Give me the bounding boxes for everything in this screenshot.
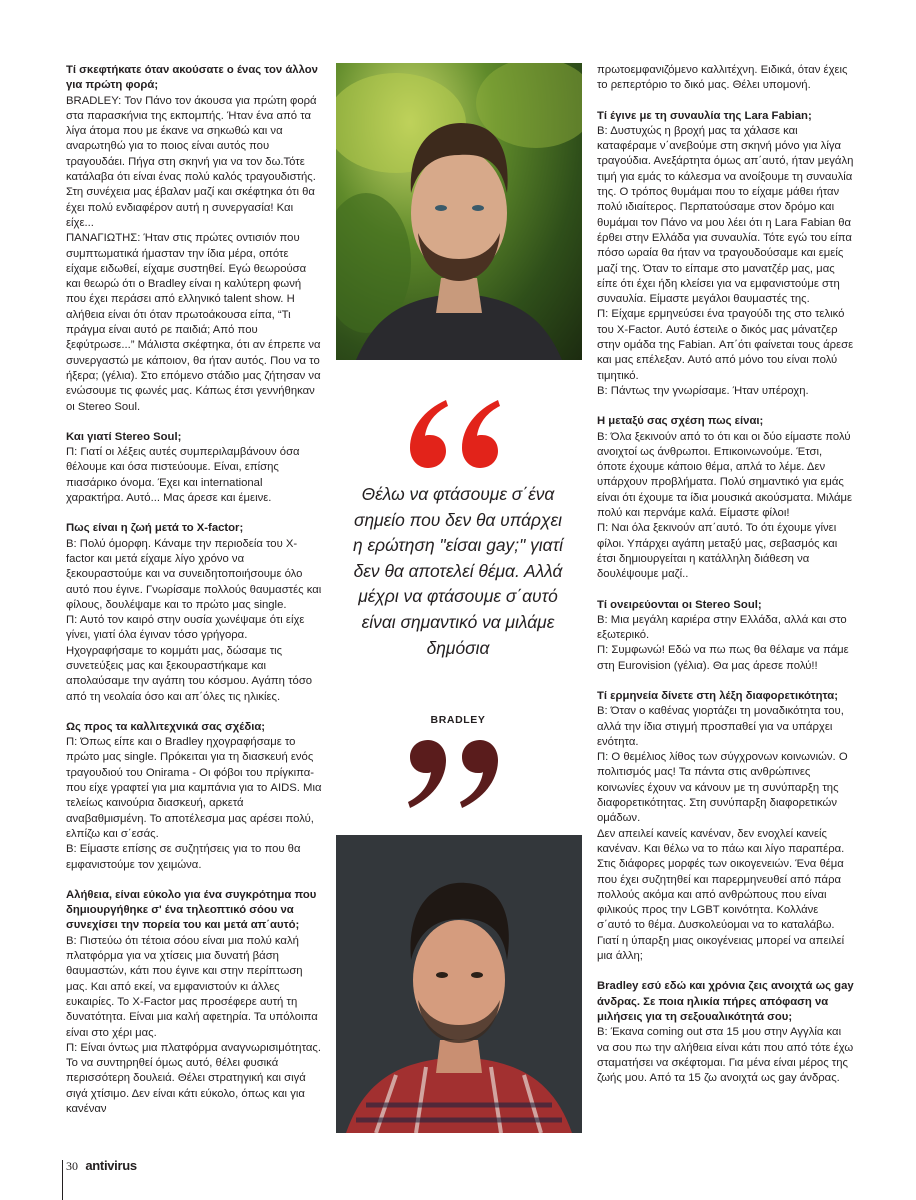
- interview-question: Τί σκεφτήκατε όταν ακούσατε ο ένας τον άλλον για πρώτη φορά;: [66, 64, 318, 92]
- portrait-photo-icon: [336, 835, 582, 1133]
- interview-question: Τί ονειρεύονται οι Stereo Soul;: [597, 598, 762, 611]
- paragraph-gap: [597, 399, 854, 414]
- footer-rule: [62, 1160, 63, 1200]
- magazine-logo: antivirus: [85, 1158, 137, 1173]
- interview-answer: Π: Ναι όλα ξεκινούν απ΄αυτό. Το ότι έχουμε γίνει φίλοι. Υπάρχει αγάπη μεταξύ μας, σεβασμός και έτσι δημιουργείται η κατάλληλη διάθεση να δουλέψουμε μαζί..: [597, 522, 838, 581]
- interview-answer: Π: Είχαμε ερμηνεύσει ένα τραγούδι της στο τελικό του X-Factor. Αυτό έστειλε ο δικός μας μάνατζερ στην ομάδα της Fabian. Απ΄ότι φαίνεται τους άρεσε και μας επέλεξαν. Αυτό από μόνο του είναι πολύ τιμητικό.: [597, 308, 854, 382]
- interview-answer: Δεν απειλεί κανείς κανέναν, δεν ενοχλεί κανείς κανέναν. Και θέλω να το πάω και λίγο παραπέρα. Στις διάφορες μορφές των οικογενειών. Ένα θέμα που έχει συζητηθεί και παρερμηνευθεί από πάρα πολλούς ακόμα και από ανθρώπους που είναι φιλικούς προς την LGBT κοινότητα. Κολλάνε σ΄αυτό το θέμα. Δυσκολεύομαι να το καταλάβω. Γιατί η ύπαρξη μιας οικογένειας μπορεί να απειλεί μια άλλη;: [597, 827, 845, 963]
- interview-answer: Β: Όταν ο καθένας γιορτάζει τη μοναδικότητα του, αλλά την ίδια στιγμή προσπαθεί για να υπάρχει ενότητα.: [597, 705, 844, 748]
- paragraph-gap: [66, 415, 322, 430]
- portrait-photo-icon: [336, 63, 582, 360]
- interview-answer: Π: Ο θεμέλιος λίθος των σύγχρονων κοινωνιών. Ο πολιτισμός μας! Τα πάντα στις ανθρώπινες κοινωνίες έχουν να κάνουν με τη συνύπαρξη της διαφορετικότητας. Στη συνύπαρξη διαφορετικών ομάδων.: [597, 751, 848, 825]
- interview-question: Bradley εσύ εδώ και χρόνια ζεις ανοιχτά ως gay άνδρας. Σε ποια ηλικία πήρες απόφαση να μιλήσεις για τη σεξουαλικότητά σου;: [597, 980, 854, 1023]
- article-column-right: [597, 63, 854, 1086]
- interview-question: Τί έγινε με τη συναυλία της Lara Fabian;: [597, 109, 812, 122]
- interview-answer: Β: Πάντως την γνωρίσαμε. Ήταν υπέροχη.: [597, 384, 809, 397]
- pull-quote-author: BRADLEY: [430, 714, 486, 726]
- page-number: 30: [66, 1159, 78, 1173]
- interview-question: Ως προς τα καλλιτεχνικά σας σχέδια;: [66, 720, 266, 733]
- interview-answer: Π: Είναι όντως μια πλατφόρμα αναγνωρισιμότητας. Το να συντηρηθεί όμως αυτό, θέλει φυσικά περισσότερη δουλειά. Θέλει στρατηγική και σιγά σιγά χτίσιμο. Δεν είναι κάτι εύκολο, όπως και για κανέναν: [66, 1041, 321, 1115]
- interview-question: Και γιατί Stereo Soul;: [66, 430, 182, 443]
- paragraph-gap: [597, 583, 854, 598]
- article-column-left: [66, 63, 322, 1117]
- interview-answer: Β: Πιστεύω ότι τέτοια σόου είναι μια πολύ καλή πλατφόρμα για να χτίσεις μια δυνατή βάση θαυμαστών, κάτι που έγινε και στην περίπτωση μας. Και από εκεί, να εμφανιστούν κι άλλες ευκαιρίες. Το X-Factor μας προσέφερε αυτή τη δυνατότητα. Είναι μια καλή αφετηρία. Τα υπόλοιπα είναι στο χέρι μας.: [66, 934, 318, 1039]
- interview-answer: Β: Έκανα coming out στα 15 μου στην Αγγλία και να σου πω την αλήθεια είναι κάτι που από τότε έχω σταματήσει να σκέφτομαι. Για μένα είναι μέρος της ζωής μου. Από τα 15 ζω ανοιχτά ως gay άνδρας.: [597, 1026, 854, 1085]
- interview-answer: Β: Είμαστε επίσης σε συζητήσεις για το που θα εμφανιστούμε τον χειμώνα.: [66, 843, 301, 871]
- interview-answer: Β: Όλα ξεκινούν από το ότι και οι δύο είμαστε πολύ ανοιχτοί ως άνθρωποι. Επικοινωνούμε. Έτσι, όποτε έχουμε κάποιο θέμα, απλά το λέμε. Δεν υπάρχουν προβλήματα. Πολύ σημαντικό για εμάς είναι ότι έχουμε τα ίδια μουσικά ακούσματα. Μιλάμε πολύ και περνάμε καλά. Είμαστε φίλοι!: [597, 430, 853, 520]
- interview-question: Τί ερμηνεία δίνετε στη λέξη διαφορετικότητα;: [597, 689, 838, 702]
- interview-answer: πρωτοεμφανιζόμενο καλλιτέχνη. Ειδικά, όταν έχεις το ρεπερτόριο το δικό μας. Θέλει υπομονή.: [597, 64, 848, 92]
- interview-question: Πως είναι η ζωή μετά το X-factor;: [66, 522, 244, 535]
- page-footer: [66, 1158, 137, 1174]
- interview-question: Αλήθεια, είναι εύκολο για ένα συγκρότημα που δημιουργήθηκε σ' ένα τηλεοπτικό σόου να συνεχίσει την πορεία του και μετά απ΄αυτό;: [66, 888, 317, 932]
- interview-answer: BRADLEY: Τον Πάνο τον άκουσα για πρώτη φορά στα παρασκήνια της εκπομπής. Ήταν ένα από τα λίγα άτομα που με έκανε να σηκωθώ και να αναρωτηθώ για το ποιος είναι αυτός που τραγουδάει. Πήγα στη σκηνή για να τον δω.Τότε κατάλαβα ότι είναι ένας πολύ καλός τραγουδιστής. Στη συνέχεια μας έβαλαν μαζί και σκέφτηκα ότι θα έχει πολύ ενδιαφέρον αυτή η συνεργασία! Και είχε...: [66, 94, 317, 229]
- paragraph-gap: [66, 873, 322, 888]
- pull-quote-text: Θέλω να φτάσουμε σ΄ένα σημείο που δεν θα υπάρχει η ερώτηση "είσαι gay;" γιατί δεν θα αποτελεί θέμα. Αλλά μέχρι να φτάσουμε σ΄αυτό είναι σημαντικό να μιλάμε δημόσια: [353, 484, 563, 658]
- paragraph-gap: [597, 964, 854, 979]
- paragraph-gap: [597, 674, 854, 689]
- portrait-photo-panagiotis: [336, 835, 582, 1133]
- close-quote-icon: [406, 738, 502, 808]
- interview-answer: Β: Μια μεγάλη καριέρα στην Ελλάδα, αλλά και στο εξωτερικό.: [597, 613, 847, 642]
- interview-answer: ΠΑΝΑΓΙΩΤΗΣ: Ήταν στις πρώτες οντισιόν που συμπτωματικά ήμασταν την ίδια μέρα, οπότε είχαμε ειδωθεί, είχαμε συστηθεί. Εγώ θεωρούσα και θεωρώ ότι ο Bradley είναι η καλύτερη φωνή που έχει περάσει από ελληνικό talent show. Η αλήθεια είναι ότι όταν πρωτοάκουσα είπα, “Τι πράγμα είναι αυτό ρε παιδιά; Από που ξεφύτρωσε...” Μάλιστα σκέφτηκα, ότι αν έπρεπε να συνεργαστώ με κάποιον, θα ήταν αυτός. Που να το ήξερα; (γέλια). Στο επόμενο στάδιο μας ζήτησαν να ενώσουμε τις φωνές μας. Κάπως έτσι γεννήθηκαν οι Stereo Soul.: [66, 232, 321, 413]
- interview-answer: Β: Πολύ όμορφη. Κάναμε την περιοδεία του X-factor και μετά είχαμε λίγο χρόνο να ξεκουραστούμε και να συνειδητοποιήσουμε όλο αυτό που έγινε. Γνωρίσαμε πολλούς θαυμαστές και φίλους, δουλέψαμε και το πρώτο μας single.: [66, 537, 322, 611]
- paragraph-gap: [66, 506, 322, 521]
- portrait-photo-bradley: [336, 63, 582, 360]
- open-quote-icon: [406, 400, 502, 470]
- interview-answer: Π: Όπως είπε και ο Bradley ηχογραφήσαμε το πρώτο μας single. Πρόκειται για τη διασκευή ενός τραγουδιού του Onirama - Οι φόβοι του πρίγκιπα- που είχε γραφτεί για μια καμπάνια για το AIDS. Μια τελείως καινούρια διασκευή, αρκετά αναβαθμισμένη. Το αποτέλεσμα μας αρέσει πολύ, ελπίζω και σ΄εσάς.: [66, 736, 322, 840]
- interview-answer: Π: Αυτό τον καιρό στην ουσία χωνέψαμε ότι είχε γίνει, γιατί όλα έγιναν τόσο γρήγορα. Ηχογραφήσαμε το κομμάτι μας, δώσαμε τις συνετεύξεις μας και ξεκουραστήκαμε και απολαύσαμε την αγάπη του κόσμου. Αγάπη τόσο από τη νεολαία όσο και απ΄όλες τις ηλικίες.: [66, 614, 313, 703]
- interview-answer: Π: Γιατί οι λέξεις αυτές συμπεριλαμβάνουν όσα θέλουμε και όσα πιστεύουμε. Είναι, επίσης πιασάρικο όνομα. Έχει και international χαρακτήρα. Αυτό... Μας άρεσε και έμεινε.: [66, 446, 300, 505]
- interview-answer: Π: Συμφωνώ! Εδώ να πω πως θα θέλαμε να πάμε στη Eurovision (γέλια). Θα μας άρεσε πολύ!!: [597, 644, 849, 672]
- paragraph-gap: [66, 705, 322, 720]
- interview-question: Η μεταξύ σας σχέση πως είναι;: [597, 415, 764, 428]
- paragraph-gap: [597, 94, 854, 109]
- interview-answer: Β: Δυστυχώς η βροχή μας τα χάλασε και καταφέραμε ν΄ανεβούμε στη σκηνή μόνο για λίγα τραγούδια. Ανεξάρτητα όμως απ΄αυτό, ήταν μεγάλη τιμή για εμάς το κάλεσμα να ανοίξουμε τη συναυλία της. Ο τρόπος θυμάμαι που το είχαμε μάθει ήταν πολύ ιδιαίτερος. Περπατούσαμε στον δρόμο και θυμάμαι τον Πάνο να μου λέει ότι η Lara Fabian θα έρθει στην Ελλάδα για συναυλία. Τότε εγώ του είπα πόσο ωραία θα ήταν να τραγουδούσαμε και εμείς μαζί της. Όταν το είπαμε στο μανατζέρ μας, μας είπε ότι έχει ήδη κλείσει για να εμφανιστούμε στη συναυλία. Είμαστε μεγάλοι θαυμαστές της.: [597, 124, 854, 306]
